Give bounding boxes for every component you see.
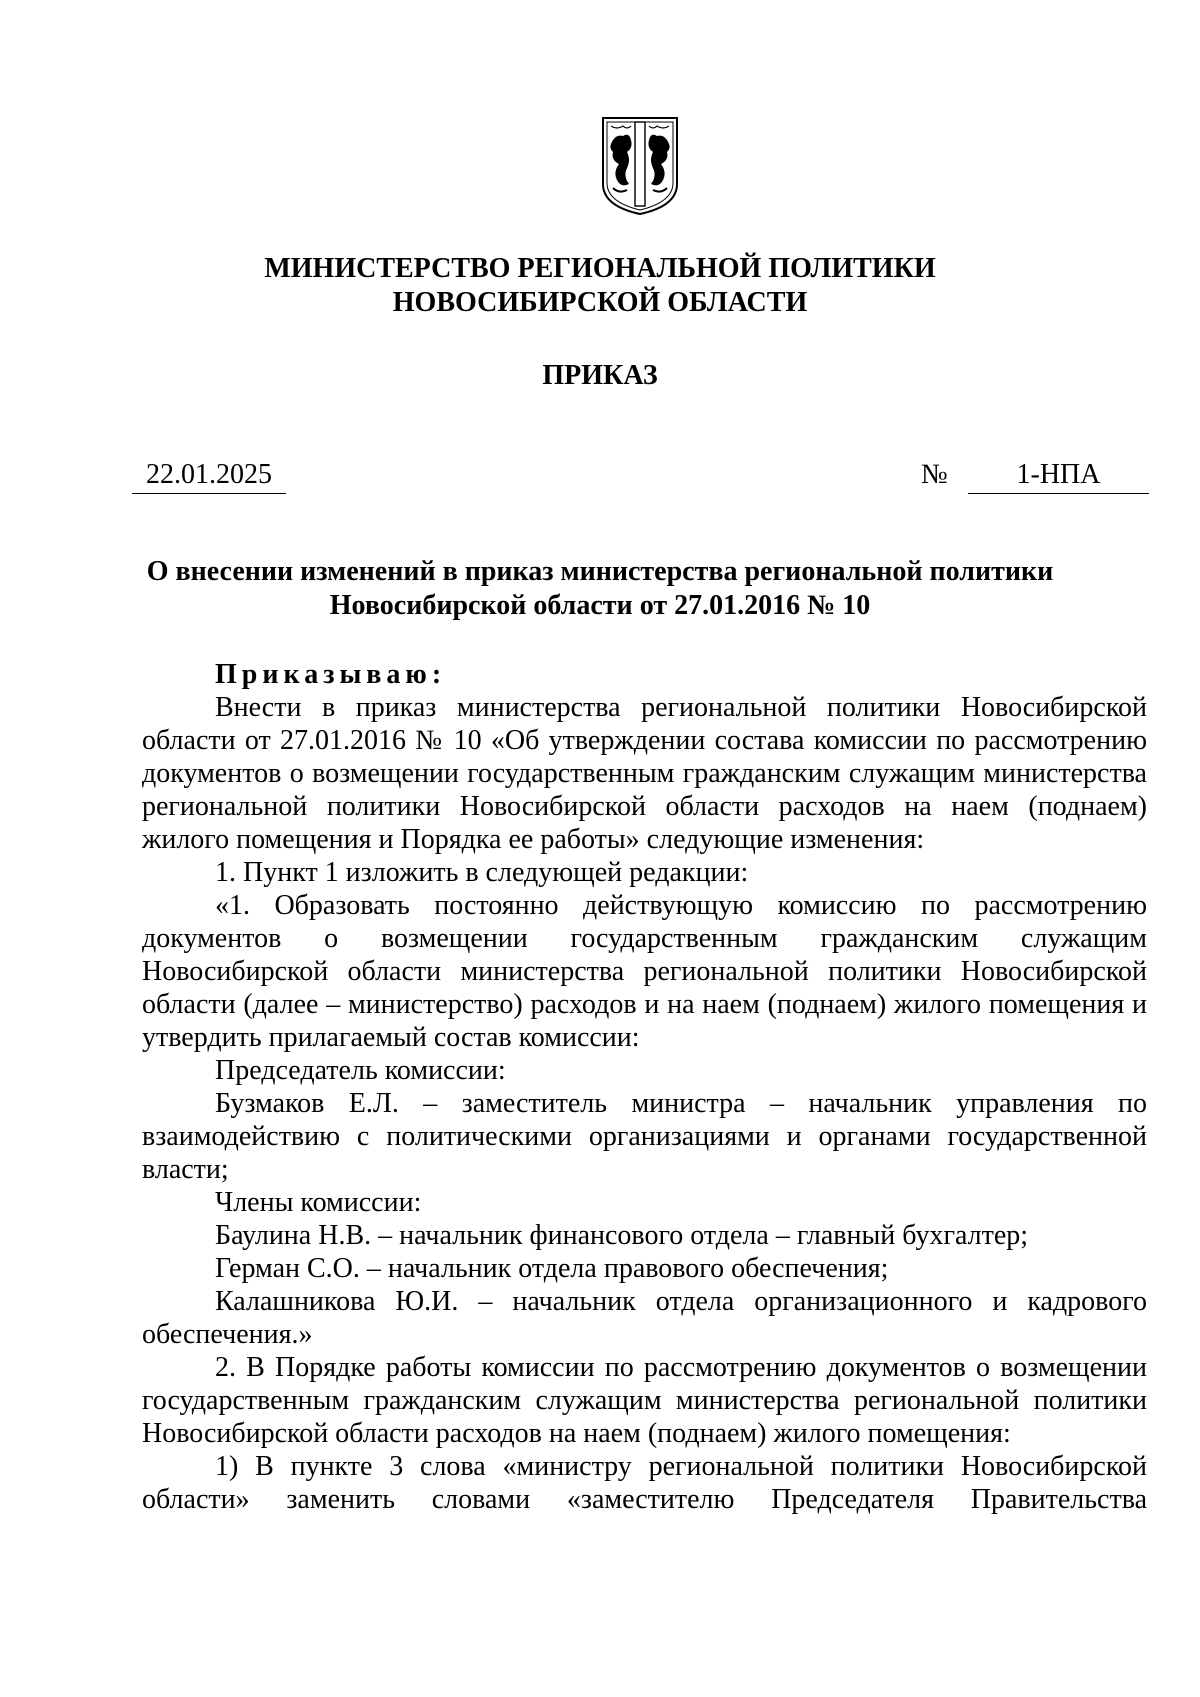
coat-of-arms-emblem <box>597 114 683 216</box>
paragraph: Герман С.О. – начальник отдела правового обеспечения; <box>215 1253 889 1284</box>
order-word-text: Приказываю: <box>215 659 447 690</box>
ministry-name-line2: НОВОСИБИРСКОЙ ОБЛАСТИ <box>392 287 808 318</box>
paragraph: 1) В пункте 3 слова «министру региональной политики Новосибирской области» заменить словами «заместителю Председателя Правительства <box>142 1451 1147 1515</box>
paragraph: Калашникова Ю.И. – начальник отдела организационного и кадрового обеспечения.» <box>142 1286 1147 1350</box>
paragraph: Бузмаков Е.Л. – заместитель министра – начальник управления по взаимодействию с политическими организациями и органами государственной власти; <box>142 1088 1147 1185</box>
paragraph: Председатель комиссии: <box>215 1055 506 1086</box>
ministry-name <box>140 252 1060 320</box>
document-type: ПРИКАЗ <box>542 360 658 391</box>
order-word <box>142 658 1147 691</box>
paragraph: «1. Образовать постоянно действующую комиссию по рассмотрению документов о возмещении государственным гражданским служащим Новосибирской области министерства региональной политики Новосибирской области (далее – министерство) расходов и на наем (поднаем) жилого помещения и утвердить прилагаемый состав комиссии: <box>142 890 1147 1053</box>
paragraph: 2. В Порядке работы комиссии по рассмотрению документов о возмещении государственным гражданским служащим министерства региональной политики Новосибирской области расходов на наем (поднаем) жилого помещения: <box>142 1352 1147 1449</box>
ministry-name-line1: МИНИСТЕРСТВО РЕГИОНАЛЬНОЙ ПОЛИТИКИ <box>264 253 936 284</box>
document-number: 1-НПА <box>968 458 1149 494</box>
number-sign: № <box>921 459 948 490</box>
document-body <box>142 658 1147 1516</box>
paragraph: Баулина Н.В. – начальник финансового отдела – главный бухгалтер; <box>215 1220 1029 1251</box>
paragraph: Внести в приказ министерства региональной политики Новосибирской области от 27.01.2016 № 10 «Об утверждении состава комиссии по рассмотрению документов о возмещении государственным гражданским служащим министерства региональной политики Новосибирской области расходов на наем (поднаем) жилого помещения и Порядка ее работы» следующие изменения: <box>142 692 1147 855</box>
subject-line1: О внесении изменений в приказ министерства региональной политики <box>146 556 1054 587</box>
document-date: 22.01.2025 <box>132 458 286 494</box>
subject-line2: Новосибирской области от 27.01.2016 № 10 <box>329 590 871 621</box>
document-subject <box>140 555 1060 623</box>
paragraph: 1. Пункт 1 изложить в следующей редакции: <box>215 857 749 888</box>
paragraph: Члены комиссии: <box>215 1187 422 1218</box>
